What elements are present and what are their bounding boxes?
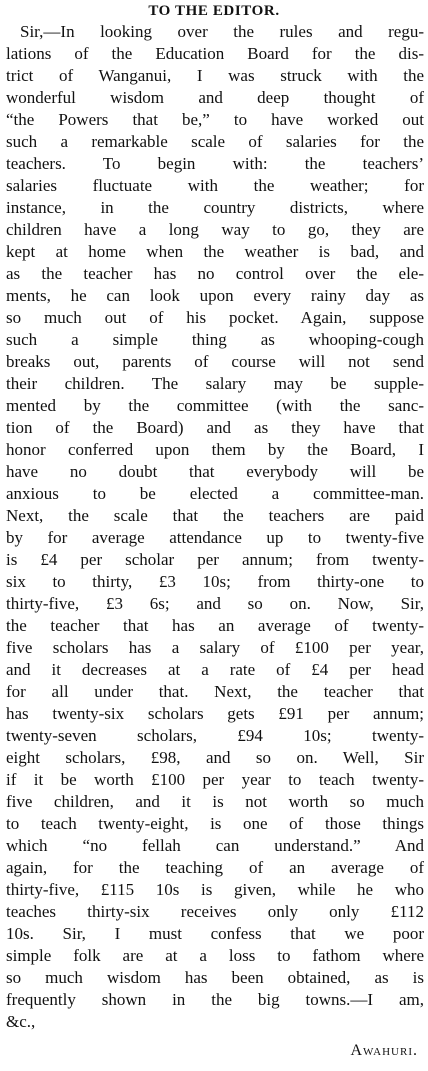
letter-line: six to thirty, £3 10s; from thirty-one to [6,572,424,591]
letter-line: teachers. To begin with: the teachers’ [6,154,424,173]
letter-line: such a simple thing as whooping-cough [6,330,424,349]
letter-line: the teacher that has an average of twenty- [6,616,424,635]
letter-line: kept at home when the weather is bad, and [6,242,424,261]
letter-body [6,21,424,1033]
letter-line: so much wisdom has been obtained, as is [6,968,424,987]
letter-line: Sir,—In looking over the rules and regu- [20,22,424,41]
letter-line: honor conferred upon them by the Board, I [6,440,424,459]
letter-line: Next, the scale that the teachers are paid [6,506,424,525]
letter-line: twenty-seven scholars, £94 10s; twenty- [6,726,424,745]
letter-heading: TO THE EDITOR. [148,3,280,19]
letter-line: has twenty-six scholars gets £91 per annum; [6,704,424,723]
letter-line: have no doubt that everybody will be [6,462,424,481]
letter-line: teaches thirty-six receives only only £112 [6,902,424,921]
letter-line: their children. The salary may be supple- [6,374,424,393]
letter-line: children have a long way to go, they are [6,220,424,239]
letter-line: eight scholars, £98, and so on. Well, Sir [6,748,424,767]
letter-line: tion of the Board) and as they have that [6,418,424,437]
letter-line: thirty-five, £3 6s; and so on. Now, Sir, [6,594,424,613]
letter-line: which “no fellah can understand.” And [6,836,424,855]
letter-line: instance, in the country districts, where [6,198,424,217]
letter-line: breaks out, parents of course will not send [6,352,424,371]
letter-line: anxious to be elected a committee-man. [6,484,424,503]
letter-line: ments, he can look upon every rainy day as [6,286,424,305]
letter-line: five children, and it is not worth so much [6,792,424,811]
letter-line: salaries fluctuate with the weather; for [6,176,424,195]
letter-line: mented by the committee (with the sanc- [6,396,424,415]
letter-signature: Awahuri. [350,1042,418,1059]
letter-line: wonderful wisdom and deep thought of [6,88,424,107]
letter-line: by for average attendance up to twenty-five [6,528,424,547]
letter-line: so much out of his pocket. Again, suppose [6,308,424,327]
letter-line: lations of the Education Board for the dis- [6,44,424,63]
letter-line: again, for the teaching of an average of [6,858,424,877]
letter-line: &c., [6,1012,36,1031]
letter-line: trict of Wanganui, I was struck with the [6,66,424,85]
letter-line: if it be worth £100 per year to teach twenty- [6,770,424,789]
letter-line: frequently shown in the big towns.—I am, [6,990,424,1009]
letter-line: simple folk are at a loss to fathom where [6,946,424,965]
letter-line: such a remarkable scale of salaries for the [6,132,424,151]
letter-line: to teach twenty-eight, is one of those things [6,814,424,833]
letter-line: “the Powers that be,” to have worked out [6,110,424,129]
letter-line: thirty-five, £115 10s is given, while he who [6,880,424,899]
letter-line: for all under that. Next, the teacher that [6,682,424,701]
letter-line: and it decreases at a rate of £4 per head [6,660,424,679]
letter-line: 10s. Sir, I must confess that we poor [6,924,424,943]
letter-line: is £4 per scholar per annum; from twenty- [6,550,424,569]
letter-line: as the teacher has no control over the ele- [6,264,424,283]
letter-line: five scholars has a salary of £100 per year, [6,638,424,657]
